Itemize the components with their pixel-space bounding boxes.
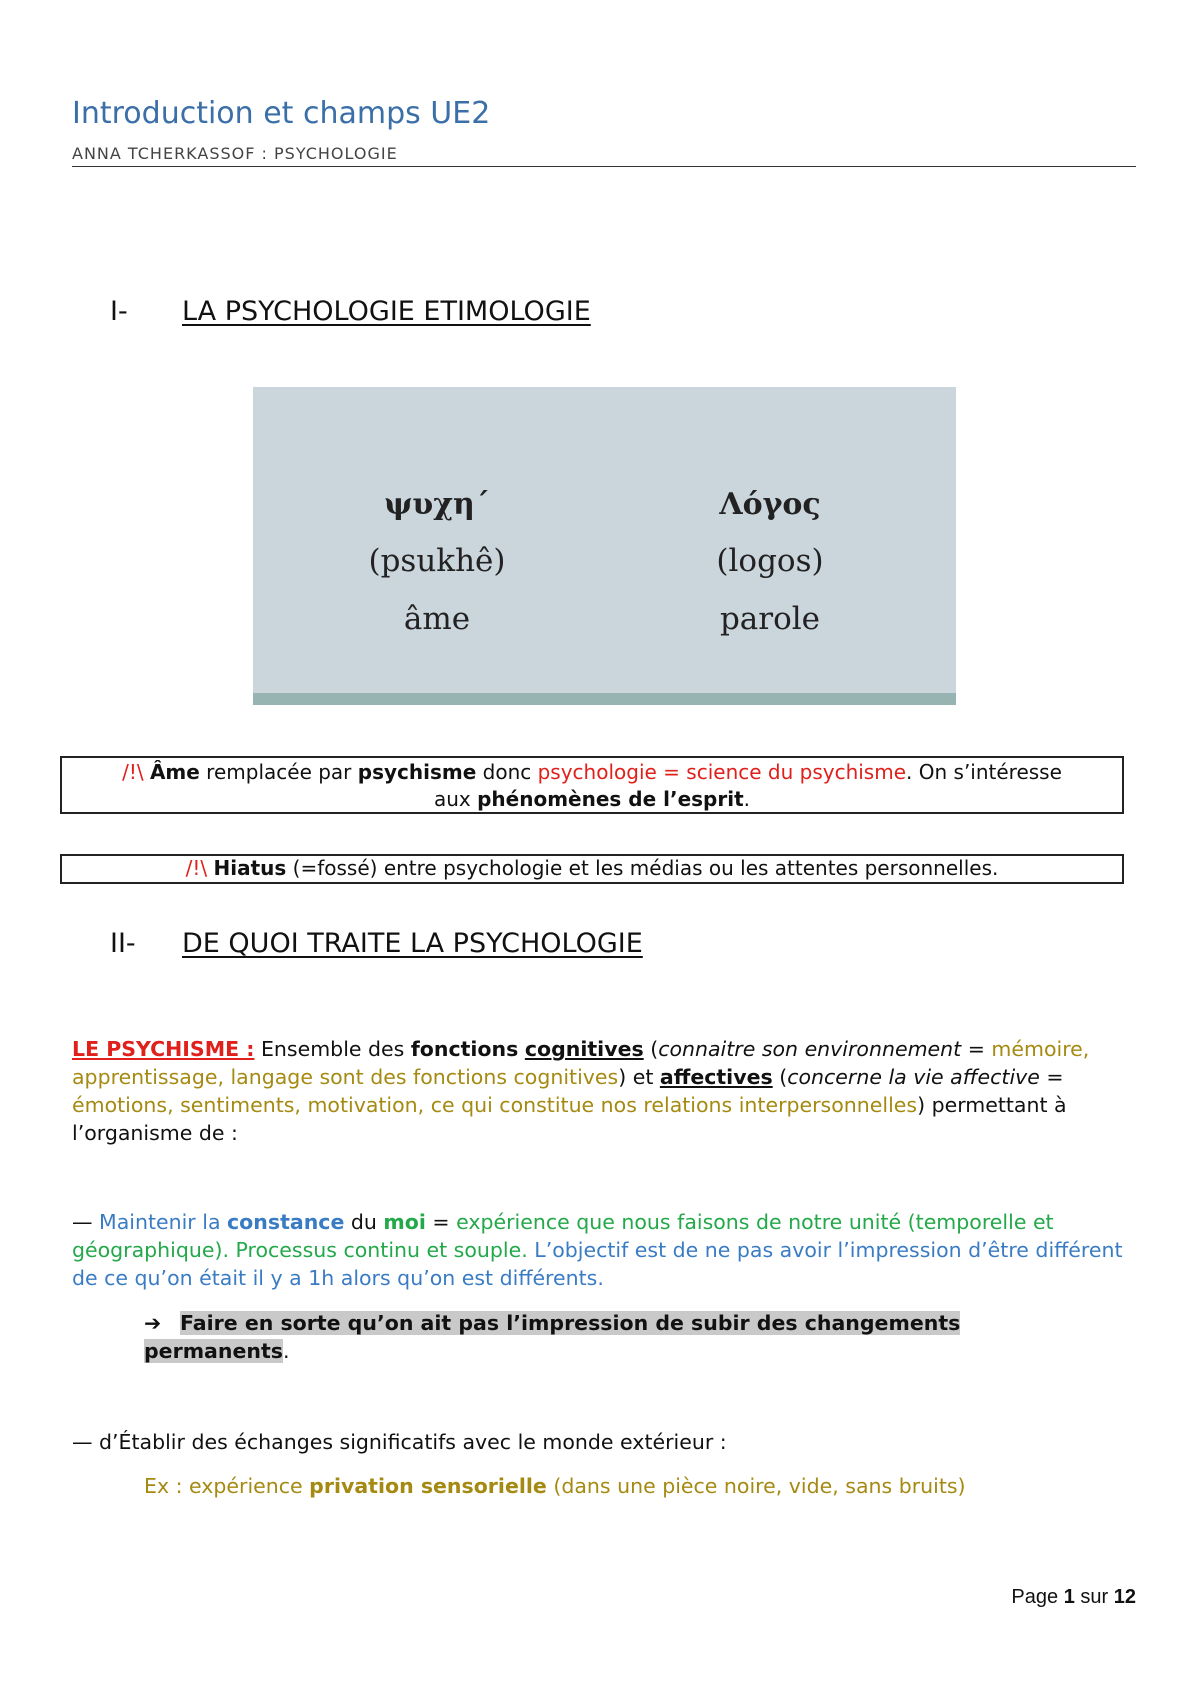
term-constance: constance: [227, 1210, 345, 1234]
meaning-ame: âme: [403, 601, 471, 637]
example-line: [144, 1472, 1144, 1500]
arrow-icon: ➔: [144, 1311, 162, 1335]
note-box-ame: [60, 756, 1124, 814]
translit-logos: (logos): [716, 543, 824, 579]
greek-word-psukhe: ψυχη´: [384, 487, 490, 522]
warning-sign: /!\: [122, 760, 144, 784]
note-text: . On s’intéresse aux: [433, 760, 1062, 811]
total-pages: 12: [1113, 1586, 1136, 1608]
cognitive-examples: mémoire, apprentissage, langage sont des fonctions cognitives: [72, 1037, 1090, 1089]
point-text: Maintenir la: [99, 1210, 228, 1234]
arrow-point: [144, 1309, 1044, 1365]
translit-psukhe: (psukhê): [368, 543, 506, 579]
psychisme-paragraph: [72, 1035, 1132, 1147]
concerne-text: concerne la vie affective: [787, 1065, 1040, 1089]
term-affectives: affectives: [659, 1065, 773, 1089]
note-definition: psychologie = science du psychisme: [537, 760, 907, 784]
greek-logos-column: [640, 487, 900, 637]
section-2-title: DE QUOI TRAITE LA PSYCHOLOGIE: [182, 928, 643, 959]
page-sur: sur: [1080, 1586, 1109, 1608]
point-text: =: [425, 1210, 457, 1234]
page-number: [1011, 1586, 1136, 1609]
point-text: du: [344, 1210, 384, 1234]
para-text: (: [643, 1037, 659, 1061]
warning-sign: /!\: [185, 856, 208, 880]
affective-examples: émotions, sentiments, motivation, ce qui constitue nos relations interpersonnelles: [72, 1093, 918, 1117]
page-word: Page: [1011, 1586, 1059, 1608]
note-phenomenes: phénomènes de l’esprit: [477, 787, 744, 811]
constance-definition: expérience que nous faisons de notre unité (temporelle et géographique). Processus continu et souple.: [72, 1210, 1054, 1262]
para-text: Ensemble des: [254, 1037, 411, 1061]
greek-word-logos: Λόγος: [719, 487, 821, 522]
document-title: Introduction et champs UE2: [72, 96, 491, 131]
note-text: donc: [476, 760, 538, 784]
meaning-parole: parole: [719, 601, 821, 637]
note-box-hiatus: [60, 854, 1124, 884]
section-1-heading: [110, 296, 591, 327]
greek-etymology-figure: [253, 387, 956, 705]
connaitre-text: connaitre son environnement: [658, 1037, 962, 1061]
para-text: ) permettant à l’organisme de :: [72, 1093, 1067, 1145]
greek-psukhe-column: [307, 487, 567, 637]
note-ame: Âme: [149, 760, 200, 784]
example-text: Ex : expérience: [144, 1474, 310, 1498]
term-cognitives: cognitives: [524, 1037, 644, 1061]
note-text: remplacée par: [199, 760, 358, 784]
para-text: ) et: [618, 1065, 660, 1089]
term-fonctions: fonctions: [410, 1037, 519, 1061]
current-page: 1: [1063, 1586, 1075, 1608]
para-text: (: [772, 1065, 788, 1089]
header-rule: [72, 166, 1136, 167]
arrow-text: Faire en sorte qu’on ait pas l’impression de subir des changements permanents: [144, 1311, 961, 1363]
para-text: =: [1039, 1065, 1064, 1089]
arrow-dot: .: [282, 1339, 290, 1363]
note-hiatus: Hiatus: [213, 856, 287, 880]
psychisme-label: LE PSYCHISME :: [72, 1037, 255, 1061]
point-echanges: — d’Établir des échanges significatifs avec le monde extérieur :: [72, 1430, 727, 1454]
term-moi: moi: [383, 1210, 426, 1234]
point-constance: [72, 1208, 1132, 1292]
example-text: (dans une pièce noire, vide, sans bruits): [546, 1474, 966, 1498]
note-psychisme: psychisme: [357, 760, 477, 784]
note-text: (=fossé) entre psychologie et les médias ou les attentes personnelles.: [286, 856, 999, 880]
para-text: =: [961, 1037, 992, 1061]
constance-objective: L’objectif est de ne pas avoir l’impression d’être différent de ce qu’on était il y a 1h alors qu’on est différents.: [72, 1238, 1123, 1290]
section-1-title: LA PSYCHOLOGIE ETIMOLOGIE: [182, 296, 591, 327]
section-2-heading: [110, 928, 643, 959]
document-subtitle: ANNA TCHERKASSOF : PSYCHOLOGIE: [72, 144, 398, 163]
note-text: .: [743, 787, 751, 811]
example-privation: privation sensorielle: [309, 1474, 547, 1498]
section-2-number: II-: [110, 928, 136, 959]
dash: —: [72, 1210, 100, 1234]
section-1-number: I-: [110, 296, 128, 327]
